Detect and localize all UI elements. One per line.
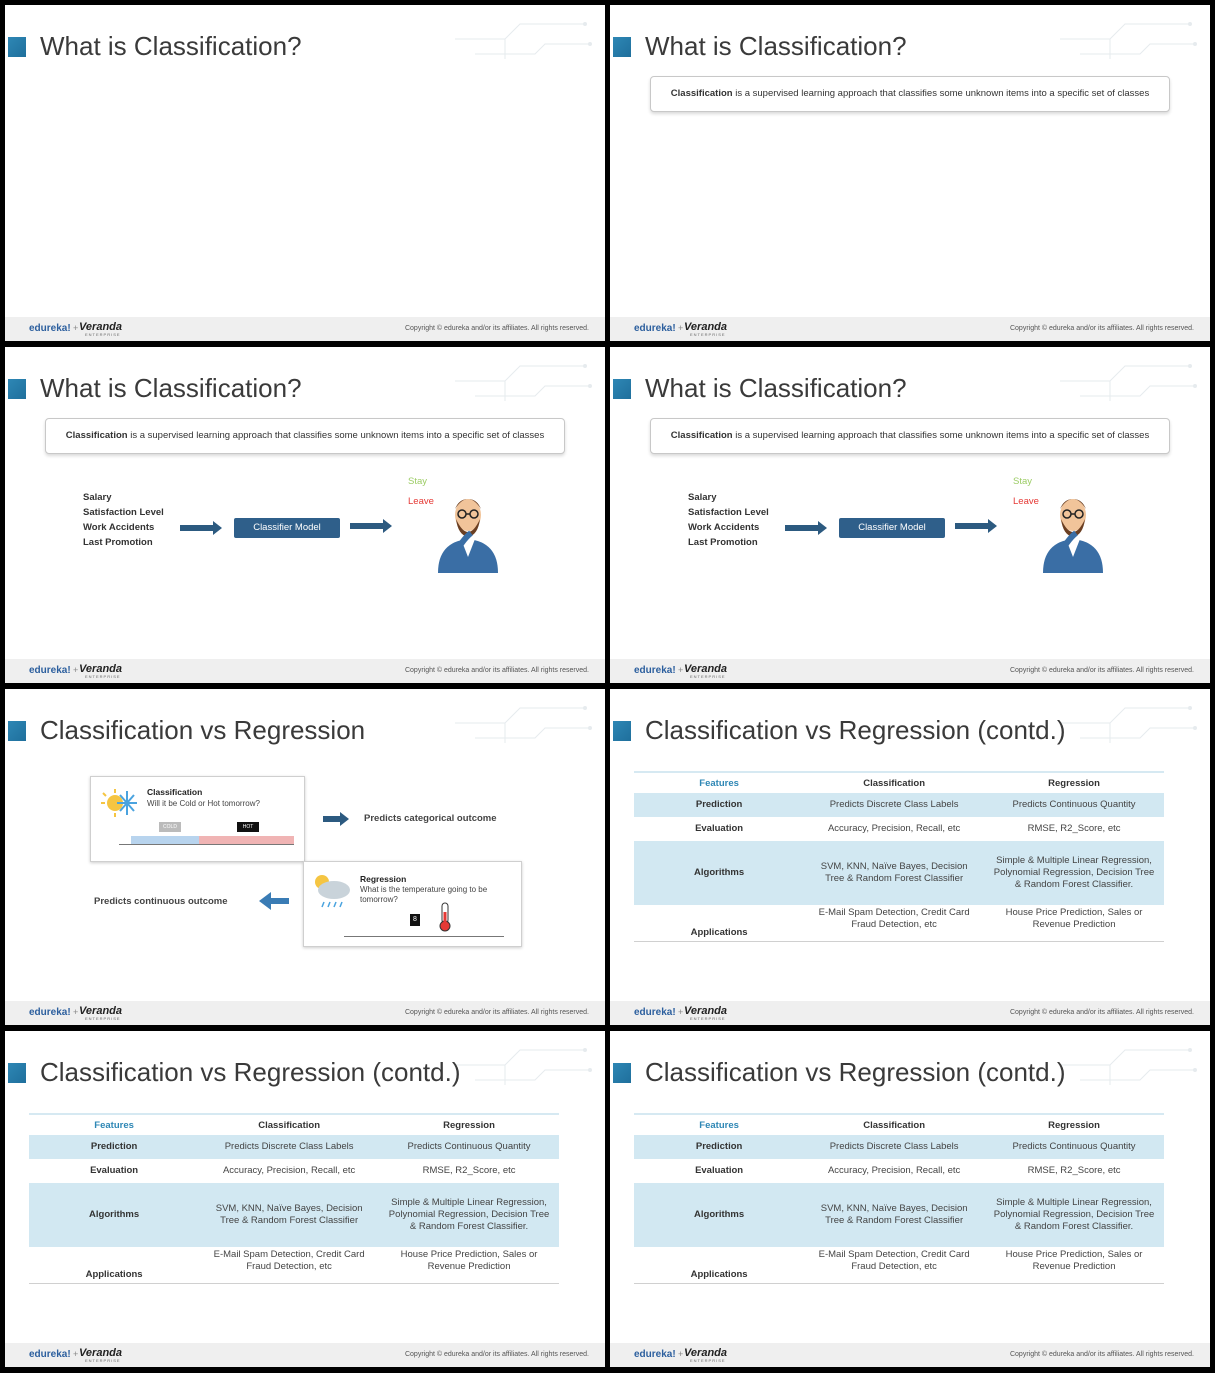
- classification-card: [90, 776, 305, 862]
- veranda-logo-sub: ENTERPRISE: [85, 332, 121, 337]
- footer: [610, 1001, 1210, 1025]
- row-regression: RMSE, R2_Score, etc: [1027, 823, 1121, 834]
- row-classification: E-Mail Spam Detection, Credit Card Fraud Detection, etc: [199, 1247, 379, 1284]
- classification-card-title: Classification: [147, 787, 203, 797]
- definition-box: [45, 418, 565, 454]
- footer: [5, 1001, 605, 1025]
- row-classification: E-Mail Spam Detection, Credit Card Fraud Detection, etc: [804, 1247, 984, 1284]
- logo-plus: +: [678, 665, 684, 675]
- copyright: Copyright © edureka and/or its affiliates. All rights reserved.: [404, 325, 589, 332]
- row-classification: SVM, KNN, Naïve Bayes, Decision Tree & Random Forest Classifier: [804, 841, 984, 905]
- copyright: Copyright © edureka and/or its affiliates. All rights reserved.: [1009, 1009, 1194, 1016]
- cold-range: [131, 836, 199, 844]
- title-accent: [613, 379, 631, 399]
- comparison-table: [634, 771, 1164, 942]
- table-header-row: [634, 1114, 1164, 1135]
- circuit-decoration: [445, 693, 595, 753]
- header-regression: Regression: [379, 1114, 559, 1135]
- slide-title: What is Classification?: [645, 373, 907, 403]
- row-classification: Accuracy, Precision, Recall, etc: [827, 1165, 961, 1176]
- table-row: [29, 1247, 559, 1284]
- footer: [610, 317, 1210, 341]
- feature-last-promotion: Last Promotion: [83, 537, 153, 548]
- row-classification: Predicts Discrete Class Labels: [199, 1135, 379, 1159]
- row-feature: Algorithms: [634, 841, 804, 905]
- header-features: Features: [634, 772, 804, 793]
- veranda-logo-sub: ENTERPRISE: [85, 674, 121, 679]
- table-row: [634, 817, 1164, 841]
- header-regression: Regression: [984, 1114, 1164, 1135]
- logo-plus: +: [73, 1007, 79, 1017]
- definition-term: Classification: [670, 88, 733, 99]
- row-feature: Applications: [634, 1247, 804, 1284]
- header-features: Features: [634, 1114, 804, 1135]
- veranda-logo: Veranda: [684, 1005, 728, 1017]
- veranda-logo: Veranda: [79, 1347, 123, 1359]
- header-regression: Regression: [984, 772, 1164, 793]
- slide-title: Classification vs Regression (contd.): [645, 1057, 1066, 1087]
- edureka-logo: edureka!: [634, 1349, 676, 1360]
- classification-card-question: Will it be Cold or Hot tomorrow?: [147, 799, 260, 808]
- footer: [610, 659, 1210, 683]
- comparison-table: [29, 1113, 559, 1284]
- sun-snowflake-icon: [99, 785, 139, 821]
- veranda-logo-sub: ENTERPRISE: [85, 1358, 121, 1363]
- header-classification: Classification: [199, 1114, 379, 1135]
- feature-work-accidents: Work Accidents: [83, 522, 155, 533]
- row-regression: Simple & Multiple Linear Regression, Polynomial Regression, Decision Tree & Random Forest Classifier.: [984, 1183, 1164, 1247]
- title-accent: [8, 379, 26, 399]
- title-accent: [8, 37, 26, 57]
- header-classification: Classification: [804, 772, 984, 793]
- row-regression: Predicts Continuous Quantity: [984, 793, 1164, 817]
- temperature-value: 8: [410, 914, 420, 926]
- logo-plus: +: [73, 323, 79, 333]
- row-classification: Accuracy, Precision, Recall, etc: [827, 823, 961, 834]
- header-features: Features: [29, 1114, 199, 1135]
- definition-text: is a supervised learning approach that classifies some unknown items into a specific set of classes: [732, 430, 1150, 441]
- copyright: Copyright © edureka and/or its affiliates. All rights reserved.: [404, 1009, 589, 1016]
- hot-range: [199, 836, 294, 844]
- title-accent: [613, 1063, 631, 1083]
- circuit-decoration: [445, 351, 595, 411]
- row-regression: Predicts Continuous Quantity: [984, 1135, 1164, 1159]
- logo-plus: +: [678, 323, 684, 333]
- row-feature: Algorithms: [634, 1183, 804, 1247]
- feature-work-accidents: Work Accidents: [688, 522, 760, 533]
- table-row: [29, 1183, 559, 1247]
- thermometer-icon: [438, 902, 452, 932]
- table-row: [634, 1183, 1164, 1247]
- scale-line: [344, 936, 504, 937]
- row-feature: Applications: [634, 905, 804, 942]
- slide-title: Classification vs Regression: [40, 715, 366, 745]
- table-row: [634, 793, 1164, 817]
- row-regression: RMSE, R2_Score, etc: [422, 1165, 516, 1176]
- row-classification: SVM, KNN, Naïve Bayes, Decision Tree & Random Forest Classifier: [199, 1183, 379, 1247]
- slide-1: [5, 5, 605, 341]
- table-row: [634, 1135, 1164, 1159]
- slide-title: What is Classification?: [40, 373, 302, 403]
- circuit-decoration: [1050, 693, 1200, 753]
- veranda-logo: Veranda: [79, 663, 123, 675]
- row-feature: Evaluation: [90, 1165, 139, 1176]
- copyright: Copyright © edureka and/or its affiliates. All rights reserved.: [404, 1351, 589, 1358]
- circuit-decoration: [1050, 351, 1200, 411]
- veranda-logo-sub: ENTERPRISE: [690, 1358, 726, 1363]
- row-regression: House Price Prediction, Sales or Revenue Prediction: [379, 1247, 559, 1284]
- edureka-logo: edureka!: [634, 323, 676, 334]
- slide-2: [610, 5, 1210, 341]
- veranda-logo-sub: ENTERPRISE: [85, 1016, 121, 1021]
- row-feature: Applications: [29, 1247, 199, 1284]
- table-row: [29, 1135, 559, 1159]
- edureka-logo: edureka!: [29, 323, 71, 334]
- copyright: Copyright © edureka and/or its affiliates. All rights reserved.: [1009, 325, 1194, 332]
- thinking-person-icon: [1038, 487, 1108, 573]
- row-regression: House Price Prediction, Sales or Revenue Prediction: [984, 905, 1164, 942]
- logo-plus: +: [678, 1349, 684, 1359]
- footer: [5, 1343, 605, 1367]
- classifier-model-box: Classifier Model: [839, 518, 945, 538]
- slide-5: [5, 689, 605, 1025]
- table-row: [634, 1159, 1164, 1183]
- veranda-logo-sub: ENTERPRISE: [690, 674, 726, 679]
- circuit-decoration: [1050, 1035, 1200, 1095]
- definition-term: Classification: [670, 430, 733, 441]
- rain-cloud-icon: [310, 872, 354, 908]
- slide-title: What is Classification?: [645, 31, 907, 61]
- definition-text: is a supervised learning approach that classifies some unknown items into a specific set of classes: [732, 88, 1150, 99]
- footer: [5, 659, 605, 683]
- definition-box: [650, 418, 1170, 454]
- copyright: Copyright © edureka and/or its affiliates. All rights reserved.: [1009, 667, 1194, 674]
- label-stay: Stay: [408, 476, 428, 487]
- slide-title: What is Classification?: [40, 31, 302, 61]
- definition-box: [650, 76, 1170, 112]
- classifier-model-box: Classifier Model: [234, 518, 340, 538]
- circuit-decoration: [1050, 9, 1200, 69]
- header-classification: Classification: [804, 1114, 984, 1135]
- edureka-logo: edureka!: [29, 1007, 71, 1018]
- title-accent: [8, 1063, 26, 1083]
- feature-satisfaction: Satisfaction Level: [83, 507, 164, 518]
- row-regression: Predicts Continuous Quantity: [379, 1135, 559, 1159]
- row-classification: E-Mail Spam Detection, Credit Card Fraud Detection, etc: [804, 905, 984, 942]
- label-leave: Leave: [408, 496, 434, 507]
- logo-plus: +: [678, 1007, 684, 1017]
- row-classification: SVM, KNN, Naïve Bayes, Decision Tree & Random Forest Classifier: [804, 1183, 984, 1247]
- arrow-right-icon: [955, 523, 989, 529]
- row-feature: Prediction: [634, 1135, 804, 1159]
- feature-salary: Salary: [688, 492, 717, 503]
- row-regression: RMSE, R2_Score, etc: [1027, 1165, 1121, 1176]
- title-accent: [8, 721, 26, 741]
- feature-salary: Salary: [83, 492, 112, 503]
- veranda-logo: Veranda: [684, 1347, 728, 1359]
- regression-card: [303, 861, 522, 947]
- veranda-logo: Veranda: [684, 663, 728, 675]
- predicts-continuous-label: Predicts continuous outcome: [94, 896, 228, 907]
- logo-plus: +: [73, 1349, 79, 1359]
- row-feature: Prediction: [634, 793, 804, 817]
- edureka-logo: edureka!: [29, 665, 71, 676]
- definition-text: is a supervised learning approach that classifies some unknown items into a specific set of classes: [127, 430, 545, 441]
- feature-last-promotion: Last Promotion: [688, 537, 758, 548]
- regression-card-title: Regression: [360, 874, 407, 884]
- veranda-logo: Veranda: [79, 321, 123, 333]
- row-feature: Prediction: [29, 1135, 199, 1159]
- copyright: Copyright © edureka and/or its affiliates. All rights reserved.: [404, 667, 589, 674]
- row-feature: Evaluation: [695, 1165, 744, 1176]
- table-row: [634, 905, 1164, 942]
- slide-title: Classification vs Regression (contd.): [40, 1057, 461, 1087]
- veranda-logo: Veranda: [79, 1005, 123, 1017]
- slide-7: [5, 1031, 605, 1367]
- arrow-right-icon: [323, 816, 341, 822]
- veranda-logo: Veranda: [684, 321, 728, 333]
- edureka-logo: edureka!: [634, 665, 676, 676]
- table-row: [29, 1159, 559, 1183]
- table-header-row: [29, 1114, 559, 1135]
- veranda-logo-sub: ENTERPRISE: [690, 332, 726, 337]
- table-row: [634, 841, 1164, 905]
- hot-label: HOT: [237, 822, 259, 832]
- footer: [5, 317, 605, 341]
- slide-3: [5, 347, 605, 683]
- cold-label: COLD: [159, 822, 181, 832]
- table-header-row: [634, 772, 1164, 793]
- edureka-logo: edureka!: [634, 1007, 676, 1018]
- arrow-right-icon: [785, 525, 819, 531]
- scale-line: [119, 844, 294, 845]
- regression-card-question: What is the temperature going to be tomorrow?: [360, 885, 488, 904]
- thinking-person-icon: [433, 487, 503, 573]
- feature-satisfaction: Satisfaction Level: [688, 507, 769, 518]
- copyright: Copyright © edureka and/or its affiliates. All rights reserved.: [1009, 1351, 1194, 1358]
- row-classification: Accuracy, Precision, Recall, etc: [222, 1165, 356, 1176]
- comparison-table: [634, 1113, 1164, 1284]
- circuit-decoration: [445, 1035, 595, 1095]
- arrow-right-icon: [350, 523, 384, 529]
- title-accent: [613, 37, 631, 57]
- table-row: [634, 1247, 1164, 1284]
- row-classification: Predicts Discrete Class Labels: [804, 1135, 984, 1159]
- circuit-decoration: [445, 9, 595, 69]
- veranda-logo-sub: ENTERPRISE: [690, 1016, 726, 1021]
- row-regression: House Price Prediction, Sales or Revenue Prediction: [984, 1247, 1164, 1284]
- row-feature: Evaluation: [695, 823, 744, 834]
- definition-term: Classification: [65, 430, 128, 441]
- row-regression: Simple & Multiple Linear Regression, Polynomial Regression, Decision Tree & Random Forest Classifier.: [379, 1183, 559, 1247]
- row-regression: Simple & Multiple Linear Regression, Polynomial Regression, Decision Tree & Random Forest Classifier.: [984, 841, 1164, 905]
- label-stay: Stay: [1013, 476, 1033, 487]
- slide-6: [610, 689, 1210, 1025]
- logo-plus: +: [73, 665, 79, 675]
- row-classification: Predicts Discrete Class Labels: [804, 793, 984, 817]
- label-leave: Leave: [1013, 496, 1039, 507]
- edureka-logo: edureka!: [29, 1349, 71, 1360]
- arrow-right-icon: [180, 525, 214, 531]
- row-feature: Algorithms: [29, 1183, 199, 1247]
- title-accent: [613, 721, 631, 741]
- slide-4: [610, 347, 1210, 683]
- footer: [610, 1343, 1210, 1367]
- slide-8: [610, 1031, 1210, 1367]
- arrow-left-icon: [259, 892, 289, 910]
- slide-title: Classification vs Regression (contd.): [645, 715, 1066, 745]
- predicts-categorical-label: Predicts categorical outcome: [364, 813, 497, 824]
